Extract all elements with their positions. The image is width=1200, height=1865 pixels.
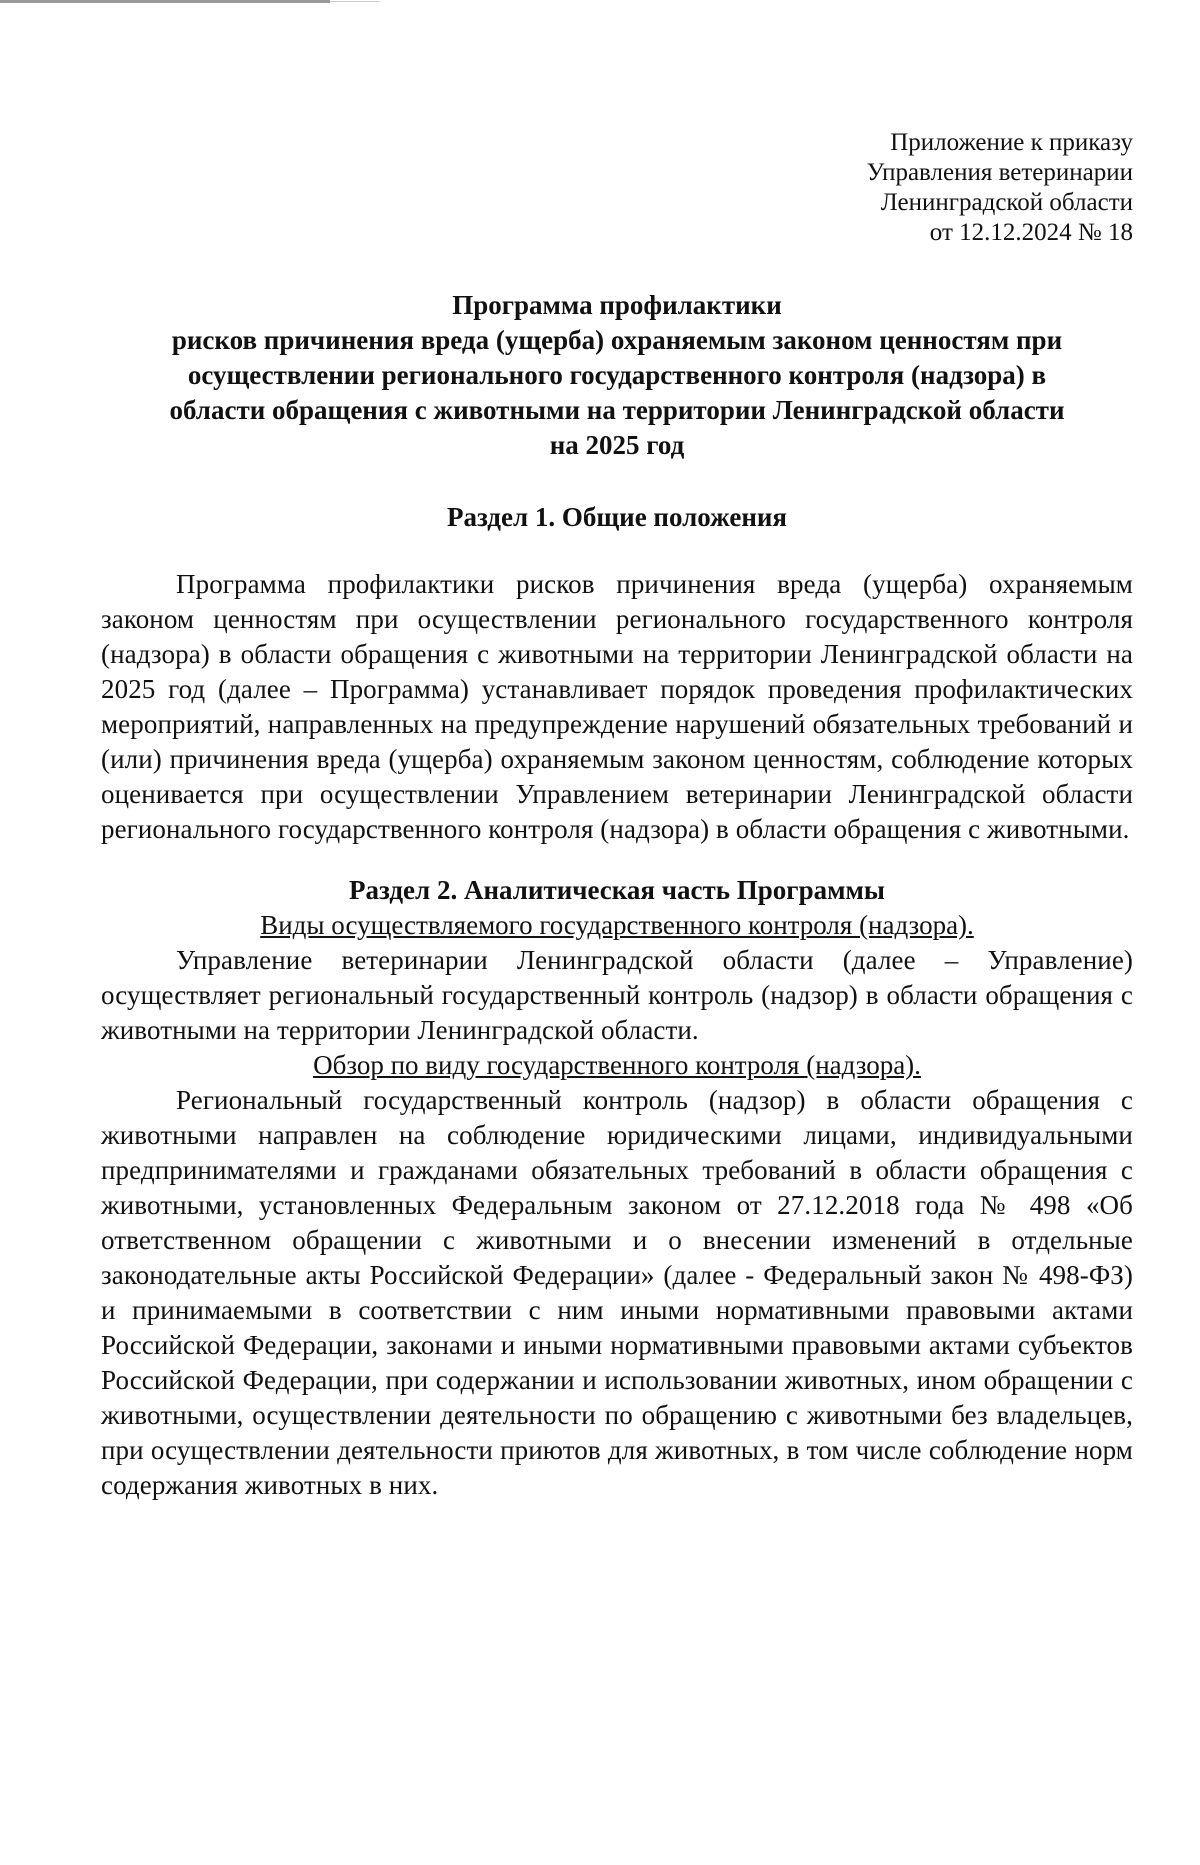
section-1-paragraph: Программа профилактики рисков причинения вреда (ущерба) охраняемым законом ценностям при осуществлении регионального государственного контроля (надзора) в области обращения с животными на территории Ленинградской области на 2025 год (далее – Программа) устанавливает порядок проведения профилактических мероприятий, направленных на предупреждение нарушений обязательных требований и (или) причинения вреда (ущерба) охраняемым законом ценностям, соблюдение которых оценивается при осуществлении Управлением ветеринарии Ленинградской области регионального государственного контроля (надзора) в области обращения с животными. [101,569,1133,844]
scan-edge-artifact [0,0,330,3]
section-2-heading: Раздел 2. Аналитическая часть Программы [349,875,885,905]
approval-date-number: от 12.12.2024 № 18 [929,219,1133,246]
document-page [101,128,1133,1503]
approval-line: Ленинградской области [880,189,1133,216]
title-line: на 2025 год [549,430,685,460]
title-line: осуществлении регионального государственного контроля (надзора) в [187,360,1047,390]
title-line: рисков причинения вреда (ущерба) охраняемым законом ценностям при [171,325,1063,355]
title-line: области обращения с животными на территории Ленинградской области [169,395,1065,425]
section-2-paragraph-2: Региональный государственный контроль (надзор) в области обращения с животными направлен на соблюдение юридическими лицами, индивидуальными предпринимателями и гражданами обязательных требований в области обращения с животными, установленных Федеральным законом от 27.12.2018 года № 498 «Об ответственном обращении с животными и о внесении изменений в отдельные законодательные акты Российской Федерации» (далее - Федеральный закон № 498-ФЗ) и принимаемыми в соответствии с ним иными нормативными правовыми актами Российской Федерации, законами и иными нормативными правовыми актами субъектов Российской Федерации, при содержании и использовании животных, ином обращении с животными, осуществлении деятельности по обращению с животными без владельцев, при осуществлении деятельности приютов для животных, в том числе соблюдение норм содержания животных в них. [101,1085,1133,1500]
approval-line: Управления ветеринарии [866,159,1133,186]
approval-line: Приложение к приказу [890,129,1133,156]
scan-edge-artifact-faint [330,1,380,2]
document-title [101,288,1133,463]
section-1-heading: Раздел 1. Общие положения [446,502,788,532]
section-2-paragraph-1: Управление ветеринарии Ленинградской области (далее – Управление) осуществляет региональный государственный контроль (надзор) в области обращения с животными на территории Ленинградской области. [101,945,1133,1045]
title-line: Программа профилактики [452,290,782,320]
section-2-subheading-overview: Обзор по виду государственного контроля (надзора). [313,1050,921,1080]
approval-block [101,128,1133,248]
section-2-subheading-types: Виды осуществляемого государственного контроля (надзора). [260,910,974,940]
